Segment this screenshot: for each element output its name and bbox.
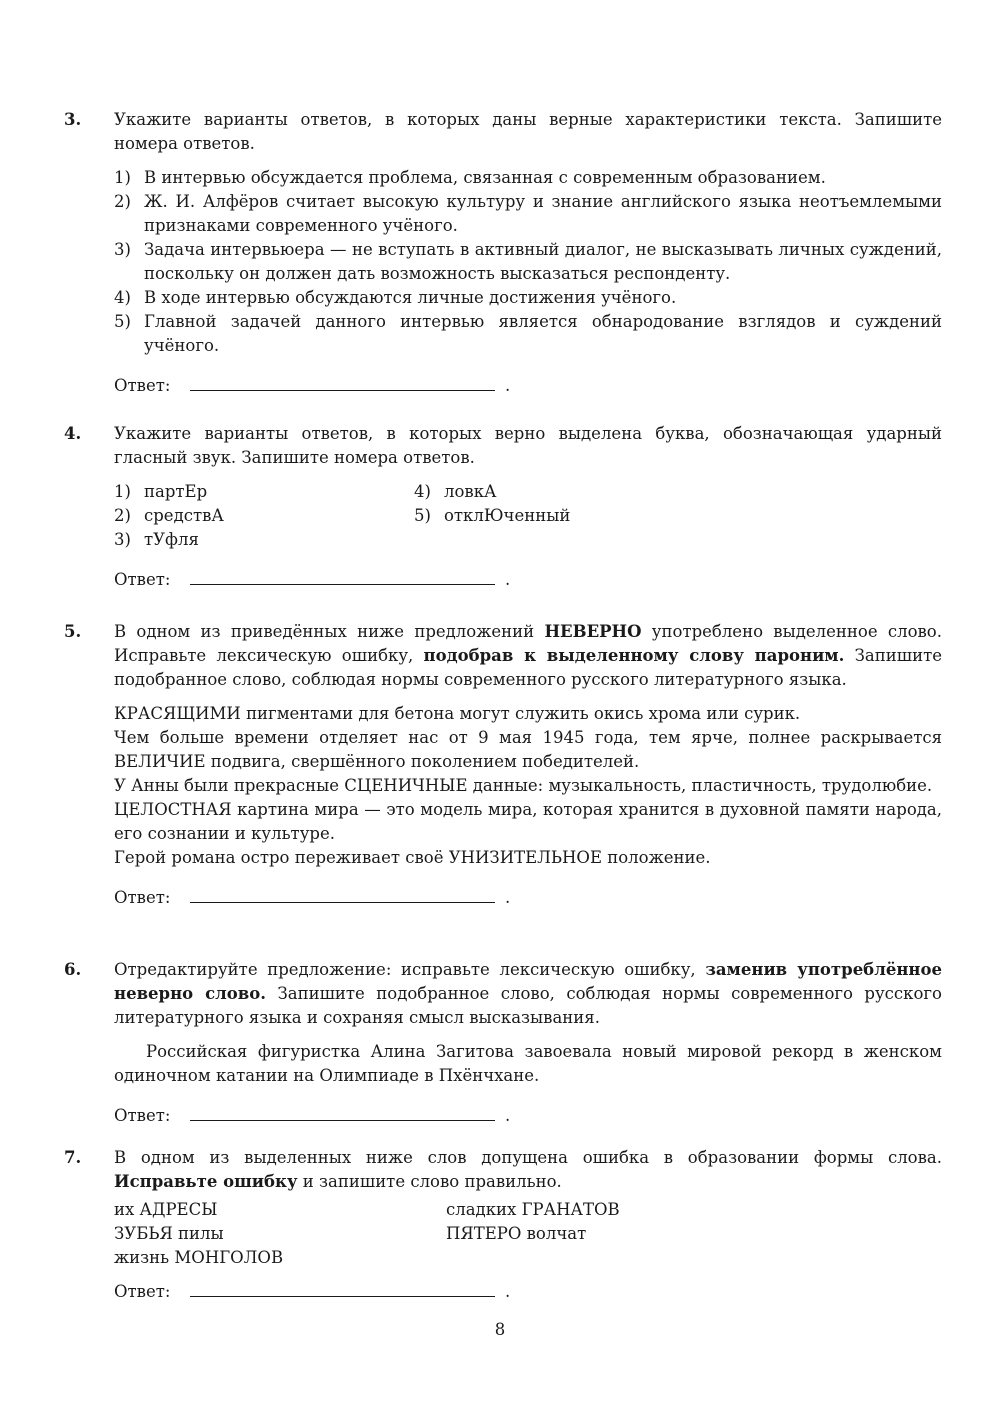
task-number: 5. — [64, 622, 82, 641]
task-number: 7. — [64, 1148, 82, 1167]
sentence: ЦЕЛОСТНАЯ картина мира — это модель мира, которая хранится в духовной памяти народа, его сознании и культуре. — [114, 800, 942, 843]
options-columns — [114, 480, 942, 552]
answer-line[interactable] — [190, 372, 495, 391]
task-3 — [64, 108, 942, 398]
answer-line[interactable] — [190, 1278, 495, 1297]
answer-label: Ответ: — [114, 570, 171, 589]
answer-label: Ответ: — [114, 1106, 171, 1125]
task-5 — [64, 620, 942, 910]
word-item: сладких ГРАНАТОВ — [446, 1200, 620, 1219]
option: 3) тУфля — [114, 530, 199, 549]
options-list — [114, 166, 942, 358]
task-6 — [64, 958, 942, 1128]
answer-row: Ответ: . — [114, 1278, 942, 1304]
answer-row: Ответ: . — [114, 566, 942, 592]
task-number: 3. — [64, 110, 82, 129]
answer-row: Ответ: . — [114, 372, 942, 398]
words-columns — [114, 1198, 942, 1270]
answer-line[interactable] — [190, 884, 495, 903]
answer-row: Ответ: . — [114, 1102, 942, 1128]
answer-line[interactable] — [190, 1102, 495, 1121]
task-number: 4. — [64, 424, 82, 443]
task-prompt: Укажите варианты ответов, в которых даны верные характеристики текста. Запишите номера ответов. — [114, 110, 942, 153]
task-7 — [64, 1146, 942, 1304]
sentence: Российская фигуристка Алина Загитова завоевала новый мировой рекорд в женском одиночном катании на Олимпиаде в Пхёнчхане. — [114, 1042, 942, 1085]
page-number: 8 — [494, 1320, 506, 1339]
option: 3) Задача интервьюера — не вступать в активный диалог, не высказывать личных суждений, поскольку он должен дать возможность высказаться респонденту. — [114, 240, 942, 283]
task-prompt: Отредактируйте предложение: исправьте лексическую ошибку, заменив употреблённое неверно слово. Запишите подобранное слово, соблюдая нормы современного русского литературного языка и сохраняя смысл высказывания. — [114, 960, 942, 1027]
word-item: жизнь МОНГОЛОВ — [114, 1248, 284, 1267]
answer-label: Ответ: — [114, 888, 171, 907]
task-prompt: В одном из приведённых ниже предложений НЕВЕРНО употреблено выделенное слово. Исправьте лексическую ошибку, подобрав к выделенному слову пароним. Запишите подобранное слово, соблюдая нормы современного русского литературного языка. — [114, 622, 942, 689]
option: 4) ловкА — [414, 482, 497, 501]
answer-label: Ответ: — [114, 376, 171, 395]
sentence: КРАСЯЩИМИ пигментами для бетона могут служить окись хрома или сурик. — [114, 704, 801, 723]
answer-label: Ответ: — [114, 1282, 171, 1301]
option: 5) отклЮченный — [414, 506, 571, 525]
option: 5) Главной задачей данного интервью является обнародование взглядов и суждений учёного. — [114, 312, 942, 355]
task-4 — [64, 422, 942, 592]
option: 2) средствА — [114, 506, 224, 525]
option: 4) В ходе интервью обсуждаются личные достижения учёного. — [114, 288, 677, 307]
answer-line[interactable] — [190, 566, 495, 585]
option: 1) партЕр — [114, 482, 208, 501]
sentence: Герой романа остро переживает своё УНИЗИТЕЛЬНОЕ положение. — [114, 848, 711, 867]
option: 2) Ж. И. Алфёров считает высокую культуру и знание английского языка неотъемлемыми признаками современного учёного. — [114, 192, 942, 235]
task-prompt: В одном из выделенных ниже слов допущена ошибка в образовании формы слова. Исправьте ошибку и запишите слово правильно. — [114, 1148, 942, 1191]
sentences — [114, 702, 942, 870]
option: 1) В интервью обсуждается проблема, связанная с современным образованием. — [114, 168, 826, 187]
word-item: ПЯТЕРО волчат — [446, 1224, 587, 1243]
answer-row: Ответ: . — [114, 884, 942, 910]
task-prompt: Укажите варианты ответов, в которых верно выделена буква, обозначающая ударный гласный звук. Запишите номера ответов. — [114, 424, 942, 467]
word-item: ЗУБЬЯ пилы — [114, 1224, 224, 1243]
task-number: 6. — [64, 960, 82, 979]
sentence: Чем больше времени отделяет нас от 9 мая 1945 года, тем ярче, полнее раскрывается ВЕЛИЧИЕ подвига, свершённого поколением победителей. — [114, 728, 942, 771]
word-item: их АДРЕСЫ — [114, 1200, 218, 1219]
sentence: У Анны были прекрасные СЦЕНИЧНЫЕ данные: музыкальность, пластичность, трудолюбие. — [114, 776, 933, 795]
